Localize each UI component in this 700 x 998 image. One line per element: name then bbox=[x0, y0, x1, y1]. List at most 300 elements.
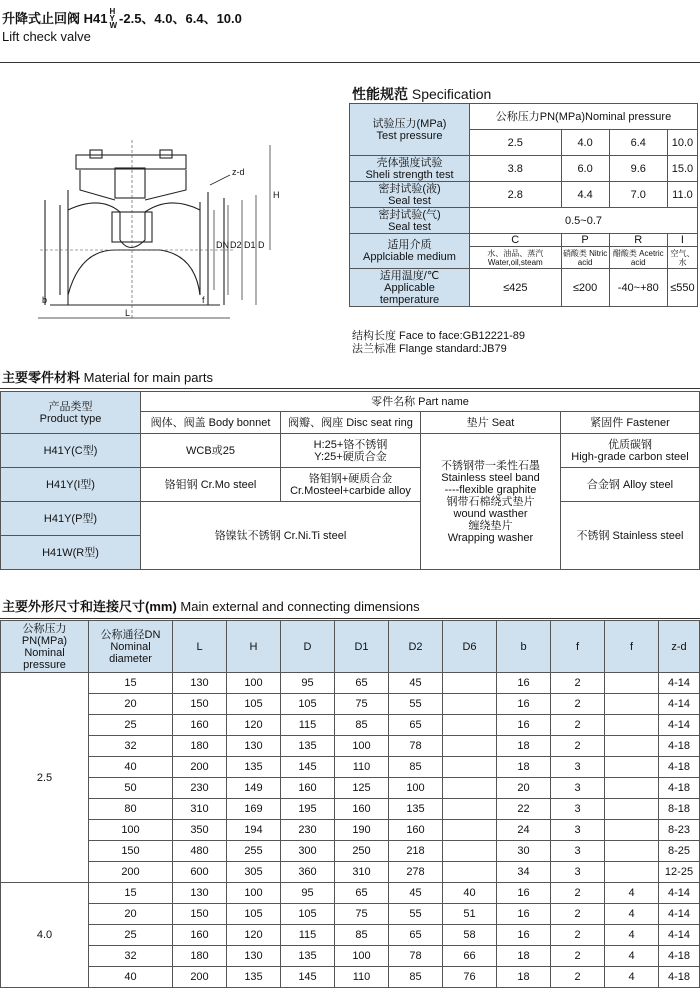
dim-cell: 4 bbox=[605, 883, 659, 904]
spec-medium-code: P bbox=[561, 234, 609, 247]
dim-cell: 480 bbox=[173, 841, 227, 862]
dim-cell bbox=[605, 715, 659, 736]
mat-product-type-header bbox=[1, 392, 141, 434]
dim-cell: 4-18 bbox=[659, 736, 700, 757]
mat-line: Wrapping washer bbox=[447, 531, 534, 544]
dim-cell: 3 bbox=[551, 841, 605, 862]
dim-cell: 78 bbox=[389, 946, 443, 967]
spec-cell: 6.4 bbox=[609, 130, 667, 156]
spec-cell: -40~+80 bbox=[609, 269, 667, 307]
dim-cell: 65 bbox=[335, 883, 389, 904]
spec-medium-code: R bbox=[609, 234, 667, 247]
mat-line: 优质碳钢 bbox=[608, 438, 652, 451]
spec-temperature-label bbox=[350, 269, 470, 307]
spec-title-cn: 性能规范 bbox=[352, 86, 408, 102]
dim-cell: 4-18 bbox=[659, 778, 700, 799]
dimensions-title-cn: 主要外形尺寸和连接尺寸(mm) bbox=[2, 599, 177, 614]
table-row bbox=[1, 778, 700, 799]
dim-cell: 160 bbox=[173, 925, 227, 946]
dim-cell bbox=[443, 862, 497, 883]
dim-cell: 200 bbox=[89, 862, 173, 883]
dim-cell bbox=[605, 799, 659, 820]
dim-col-header: z-d bbox=[659, 621, 700, 673]
dim-cell: 200 bbox=[173, 967, 227, 988]
dim-cell bbox=[443, 778, 497, 799]
mat-type: H41Y(I型) bbox=[1, 468, 141, 502]
dim-cell: 360 bbox=[281, 862, 335, 883]
mat-part-name-header: 零件名称 Part name bbox=[141, 392, 700, 412]
spec-medium-label bbox=[350, 234, 470, 269]
dim-cell: 160 bbox=[281, 778, 335, 799]
mat-type: H41W(R型) bbox=[1, 536, 141, 570]
dim-cell: 130 bbox=[227, 736, 281, 757]
dim-cell: 110 bbox=[335, 967, 389, 988]
dim-cell: 3 bbox=[551, 757, 605, 778]
note-face-to-face: 结构长度 Face to face:GB12221-89 bbox=[352, 330, 526, 342]
dim-cell: 85 bbox=[389, 757, 443, 778]
label-d: D bbox=[258, 240, 265, 250]
dim-col-header: b bbox=[497, 621, 551, 673]
label-l: L bbox=[125, 308, 131, 318]
dim-cell bbox=[443, 715, 497, 736]
dim-cell: 100 bbox=[335, 736, 389, 757]
dim-cell: 125 bbox=[335, 778, 389, 799]
dim-cell: 80 bbox=[89, 799, 173, 820]
dim-header-line: PN(MPa) bbox=[21, 634, 68, 647]
leader-zd bbox=[210, 175, 230, 185]
body-upper bbox=[68, 203, 200, 248]
dimensions-divider bbox=[0, 618, 700, 619]
dim-cell: 300 bbox=[281, 841, 335, 862]
spec-cell: 9.6 bbox=[609, 156, 667, 182]
dim-cell: 8-25 bbox=[659, 841, 700, 862]
spec-cell: ≤550 bbox=[667, 269, 697, 307]
label-f: f bbox=[202, 295, 205, 305]
dim-cell: 40 bbox=[89, 967, 173, 988]
body-lower bbox=[68, 250, 200, 295]
dim-header-line: 公称通径DN bbox=[100, 628, 161, 641]
title-type-y: Y bbox=[109, 14, 115, 23]
dim-cell: 16 bbox=[497, 925, 551, 946]
dim-cell: 85 bbox=[335, 925, 389, 946]
dim-cell: 150 bbox=[173, 694, 227, 715]
mat-line: Cr.Mosteel+carbide alloy bbox=[290, 484, 411, 497]
table-row bbox=[1, 799, 700, 820]
dim-cell: 195 bbox=[281, 799, 335, 820]
dim-cell: 75 bbox=[335, 904, 389, 925]
dim-cell: 135 bbox=[227, 967, 281, 988]
dim-cell bbox=[443, 694, 497, 715]
dim-cell: 149 bbox=[227, 778, 281, 799]
mat-line: H:25+铬不锈钢 bbox=[313, 438, 388, 451]
dim-cell: 40 bbox=[89, 757, 173, 778]
spec-label-cn: 适用介质 bbox=[387, 239, 432, 251]
dim-col-header: H bbox=[227, 621, 281, 673]
dim-cell: 310 bbox=[335, 862, 389, 883]
dim-cell: 310 bbox=[173, 799, 227, 820]
dim-cell: 65 bbox=[335, 673, 389, 694]
dim-cell: 55 bbox=[389, 904, 443, 925]
bolt-right bbox=[160, 150, 172, 158]
mat-type: H41Y(C型) bbox=[1, 434, 141, 468]
bonnet-neck bbox=[115, 168, 145, 198]
dim-cell: 3 bbox=[551, 778, 605, 799]
mat-line: 铬钼钢+硬质合金 bbox=[308, 472, 393, 485]
dim-cell: 16 bbox=[497, 715, 551, 736]
label-d2: D2 bbox=[230, 240, 242, 250]
spec-label-en: Sheli strength test bbox=[365, 168, 454, 181]
dim-header-line: 公称压力 bbox=[22, 622, 67, 635]
spec-label-en: Seal test bbox=[388, 220, 431, 233]
dim-cell: 190 bbox=[335, 820, 389, 841]
table-row bbox=[1, 862, 700, 883]
spec-cell: 15.0 bbox=[667, 156, 697, 182]
spec-medium-name: 醋酸类 Acetric acid bbox=[609, 247, 667, 269]
spec-title bbox=[352, 84, 491, 104]
dim-cell: 40 bbox=[443, 883, 497, 904]
dim-cell bbox=[443, 799, 497, 820]
dim-col-header: L bbox=[173, 621, 227, 673]
table-row bbox=[1, 673, 700, 694]
dim-cell: 78 bbox=[389, 736, 443, 757]
table-row bbox=[1, 904, 700, 925]
dim-cell: 3 bbox=[551, 862, 605, 883]
label-b: b bbox=[42, 295, 48, 305]
dim-cell: 145 bbox=[281, 967, 335, 988]
spec-table bbox=[349, 103, 698, 307]
dim-cell: 76 bbox=[443, 967, 497, 988]
dimensions-body bbox=[1, 673, 700, 988]
dim-cell: 24 bbox=[497, 820, 551, 841]
dim-cell: 95 bbox=[281, 883, 335, 904]
dim-pn-cell: 4.0 bbox=[1, 883, 89, 988]
dim-cell: 65 bbox=[389, 925, 443, 946]
dim-cell: 105 bbox=[281, 694, 335, 715]
dim-cell: 8-23 bbox=[659, 820, 700, 841]
dim-cell: 8-18 bbox=[659, 799, 700, 820]
spec-cell: 2.5 bbox=[470, 130, 562, 156]
spec-np-header: 公称压力PN(MPa)Nominal pressure bbox=[470, 104, 698, 130]
dim-cell: 51 bbox=[443, 904, 497, 925]
table-row bbox=[1, 757, 700, 778]
dim-cell bbox=[605, 673, 659, 694]
valve-drawing bbox=[20, 130, 290, 325]
dim-cell: 2 bbox=[551, 694, 605, 715]
dim-cell: 160 bbox=[335, 799, 389, 820]
dim-cell bbox=[605, 778, 659, 799]
spec-cell: 7.0 bbox=[609, 182, 667, 208]
spec-label-cn: 壳体强度试验 bbox=[376, 156, 443, 169]
dim-cell: 65 bbox=[389, 715, 443, 736]
spec-label-en: Applicable bbox=[384, 281, 435, 294]
dim-cell: 160 bbox=[389, 820, 443, 841]
dim-cell: 2 bbox=[551, 904, 605, 925]
dim-cell: 130 bbox=[173, 673, 227, 694]
dim-header-line: Nominal bbox=[110, 640, 151, 653]
mat-cell bbox=[561, 434, 700, 468]
dim-cell: 32 bbox=[89, 946, 173, 967]
dimensions-title-en: Main external and connecting dimensions bbox=[180, 599, 420, 614]
spec-label-cn: 试验压力(MPa) bbox=[372, 117, 447, 130]
dim-cell: 34 bbox=[497, 862, 551, 883]
dim-cell: 100 bbox=[335, 946, 389, 967]
mat-line: Stainless steel band bbox=[441, 471, 540, 484]
table-row bbox=[1, 736, 700, 757]
title-suffix: -2.5、4.0、6.4、10.0 bbox=[119, 10, 242, 26]
dim-cell: 2 bbox=[551, 925, 605, 946]
dim-cell: 130 bbox=[227, 946, 281, 967]
spec-cell: 2.8 bbox=[470, 182, 562, 208]
title-type-stack bbox=[109, 8, 117, 29]
dim-cell: 230 bbox=[281, 820, 335, 841]
dim-cell: 45 bbox=[389, 883, 443, 904]
dim-cell: 135 bbox=[281, 946, 335, 967]
dim-cell: 105 bbox=[227, 694, 281, 715]
dim-cell: 4-14 bbox=[659, 715, 700, 736]
dim-cell: 16 bbox=[497, 673, 551, 694]
spec-seal-liquid-label bbox=[350, 182, 470, 208]
left-flange bbox=[45, 190, 68, 305]
dim-cell: 180 bbox=[173, 736, 227, 757]
dim-cell bbox=[605, 820, 659, 841]
spec-cell: 3.8 bbox=[470, 156, 562, 182]
dim-cell: 30 bbox=[497, 841, 551, 862]
table-row bbox=[1, 925, 700, 946]
spec-seal-gas-label bbox=[350, 208, 470, 234]
label-zd: z-d bbox=[232, 167, 245, 177]
mat-header-en: Product type bbox=[39, 412, 102, 425]
mat-cell: 不锈钢 Stainless steel bbox=[561, 502, 700, 570]
dim-cell: 350 bbox=[173, 820, 227, 841]
spec-cell: 6.0 bbox=[561, 156, 609, 182]
dim-cell: 50 bbox=[89, 778, 173, 799]
page-title bbox=[2, 8, 242, 29]
dim-cell: 100 bbox=[389, 778, 443, 799]
spec-cell: 0.5~0.7 bbox=[470, 208, 698, 234]
spec-label-en: Applciable medium bbox=[363, 251, 456, 263]
dim-cell: 600 bbox=[173, 862, 227, 883]
spec-shell-label bbox=[350, 156, 470, 182]
dim-cell: 12-25 bbox=[659, 862, 700, 883]
dim-cell: 15 bbox=[89, 883, 173, 904]
dim-header-line: pressure bbox=[23, 658, 66, 671]
mat-col-header: 紧固件 Fastener bbox=[561, 412, 700, 434]
materials-title-cn: 主要零件材料 bbox=[2, 370, 81, 385]
mat-line: ----flexible graphite bbox=[444, 483, 537, 496]
dim-cell: 305 bbox=[227, 862, 281, 883]
dim-cell: 2 bbox=[551, 883, 605, 904]
dim-cell: 66 bbox=[443, 946, 497, 967]
dim-cell bbox=[443, 820, 497, 841]
dim-cell: 194 bbox=[227, 820, 281, 841]
dim-cell: 18 bbox=[497, 967, 551, 988]
mat-line: High-grade carbon steel bbox=[571, 450, 689, 463]
spec-test-pressure-label bbox=[350, 104, 470, 156]
dim-cell: 25 bbox=[89, 925, 173, 946]
dim-cell: 218 bbox=[389, 841, 443, 862]
dim-cell bbox=[443, 736, 497, 757]
dim-cell: 120 bbox=[227, 715, 281, 736]
mat-col-header: 阀体、阀盖 Body bonnet bbox=[141, 412, 281, 434]
mat-line: 不锈钢带一柔性石墨 bbox=[441, 459, 540, 472]
dim-col-header: D1 bbox=[335, 621, 389, 673]
spec-label-cn: 密封试验(液) bbox=[378, 182, 441, 195]
spec-label-en: Seal test bbox=[388, 194, 431, 207]
mat-cell bbox=[281, 434, 421, 468]
note-flange-standard: 法兰标准 Flange standard:JB79 bbox=[352, 343, 507, 355]
table-row bbox=[1, 694, 700, 715]
dim-cell: 15 bbox=[89, 673, 173, 694]
dim-cell: 3 bbox=[551, 799, 605, 820]
dim-col-header: f bbox=[605, 621, 659, 673]
label-d1: D1 bbox=[244, 240, 256, 250]
dim-cell: 55 bbox=[389, 694, 443, 715]
header-divider bbox=[0, 62, 700, 63]
label-h: H bbox=[273, 190, 280, 200]
mat-seat-cell bbox=[421, 434, 561, 570]
table-row bbox=[1, 715, 700, 736]
dim-cell: 16 bbox=[497, 883, 551, 904]
mat-cell: 铬镍钛不锈钢 Cr.Ni.Ti steel bbox=[141, 502, 421, 570]
dim-col-header: D2 bbox=[389, 621, 443, 673]
dim-cell: 278 bbox=[389, 862, 443, 883]
mat-cell: 合金钢 Alloy steel bbox=[561, 468, 700, 502]
dim-cell: 150 bbox=[89, 841, 173, 862]
spec-title-en: Specification bbox=[411, 86, 492, 102]
dim-cell bbox=[443, 757, 497, 778]
dim-cell: 135 bbox=[227, 757, 281, 778]
dim-cell: 4 bbox=[605, 946, 659, 967]
materials-title bbox=[2, 370, 213, 386]
dim-cell: 18 bbox=[497, 757, 551, 778]
dim-cell: 2 bbox=[551, 946, 605, 967]
page-header bbox=[2, 8, 242, 45]
spec-cell: 11.0 bbox=[667, 182, 697, 208]
dim-cell: 120 bbox=[227, 925, 281, 946]
dimensions-title bbox=[2, 599, 420, 615]
dim-cell: 16 bbox=[497, 904, 551, 925]
dim-cell: 20 bbox=[89, 694, 173, 715]
dim-pn-cell: 2.5 bbox=[1, 673, 89, 883]
dim-cell: 115 bbox=[281, 925, 335, 946]
spec-label-cn: 适用温度/℃ bbox=[379, 269, 440, 282]
dim-cell: 4-14 bbox=[659, 694, 700, 715]
dim-cell: 45 bbox=[389, 673, 443, 694]
dim-cell: 180 bbox=[173, 946, 227, 967]
mat-cell: WCB或25 bbox=[141, 434, 281, 468]
dim-cell: 58 bbox=[443, 925, 497, 946]
bonnet-sides bbox=[80, 170, 186, 200]
spec-label-cn: 密封试验(气) bbox=[378, 208, 441, 221]
dim-cell: 250 bbox=[335, 841, 389, 862]
dim-cell: 230 bbox=[173, 778, 227, 799]
dim-cell: 32 bbox=[89, 736, 173, 757]
dim-cell: 130 bbox=[173, 883, 227, 904]
page-subtitle: Lift check valve bbox=[2, 29, 91, 44]
dim-cell: 95 bbox=[281, 673, 335, 694]
table-row bbox=[1, 883, 700, 904]
dim-cell: 20 bbox=[497, 778, 551, 799]
materials-divider bbox=[0, 388, 700, 389]
dim-cell: 4-14 bbox=[659, 925, 700, 946]
materials-title-en: Material for main parts bbox=[83, 370, 213, 385]
spec-medium-code: C bbox=[470, 234, 562, 247]
spec-medium-name: 空气、水 bbox=[667, 247, 697, 269]
dim-col-header: f bbox=[551, 621, 605, 673]
dim-cell: 4 bbox=[605, 904, 659, 925]
mat-line: Y:25+硬质合金 bbox=[314, 450, 387, 463]
dim-cell: 2 bbox=[551, 736, 605, 757]
table-row bbox=[1, 841, 700, 862]
spec-cell: 4.0 bbox=[561, 130, 609, 156]
dim-cell: 135 bbox=[281, 736, 335, 757]
dim-cell: 2 bbox=[551, 967, 605, 988]
table-row bbox=[1, 820, 700, 841]
label-dn: DN bbox=[216, 240, 229, 250]
dim-cell: 4-14 bbox=[659, 883, 700, 904]
mat-line: 缠绕垫片 bbox=[468, 519, 513, 532]
title-prefix: 升降式止回阀 H41 bbox=[2, 10, 108, 26]
spec-medium-name: 硝酸类 Nitric acid bbox=[562, 248, 608, 267]
dim-cell bbox=[605, 862, 659, 883]
spec-cell: 4.4 bbox=[561, 182, 609, 208]
dim-cell: 115 bbox=[281, 715, 335, 736]
dim-cell: 2 bbox=[551, 715, 605, 736]
dimensions-table bbox=[0, 620, 700, 988]
dim-cell: 200 bbox=[173, 757, 227, 778]
bonnet-top bbox=[76, 155, 186, 169]
spec-medium-name: 水、油品、蒸汽 Water,oil,steam bbox=[470, 247, 562, 269]
table-row bbox=[1, 946, 700, 967]
dim-cell: 2 bbox=[551, 673, 605, 694]
dim-cell: 85 bbox=[389, 967, 443, 988]
dim-header-dn bbox=[89, 621, 173, 673]
dim-col-header: D bbox=[281, 621, 335, 673]
dim-header-np bbox=[1, 621, 89, 673]
dim-cell: 75 bbox=[335, 694, 389, 715]
mat-header-cn: 产品类型 bbox=[48, 400, 93, 413]
mat-type: H41Y(P型) bbox=[1, 502, 141, 536]
dim-cell: 105 bbox=[281, 904, 335, 925]
dim-cell bbox=[605, 694, 659, 715]
dim-cell: 110 bbox=[335, 757, 389, 778]
dim-cell: 25 bbox=[89, 715, 173, 736]
dim-col-header: D6 bbox=[443, 621, 497, 673]
title-type-w: W bbox=[109, 21, 118, 30]
dim-cell: 105 bbox=[227, 904, 281, 925]
dim-cell: 135 bbox=[389, 799, 443, 820]
spec-label-en: Test pressure bbox=[376, 129, 443, 142]
dim-cell: 18 bbox=[497, 946, 551, 967]
dim-cell: 3 bbox=[551, 820, 605, 841]
spec-cell: ≤425 bbox=[470, 269, 562, 307]
dim-cell: 145 bbox=[281, 757, 335, 778]
dim-cell bbox=[605, 757, 659, 778]
dim-cell: 20 bbox=[89, 904, 173, 925]
dim-cell: 18 bbox=[497, 736, 551, 757]
dim-cell bbox=[605, 736, 659, 757]
spec-medium-code: I bbox=[667, 234, 697, 247]
mat-line: 钢带石棉绕式垫片 bbox=[446, 495, 535, 508]
dim-cell: 150 bbox=[173, 904, 227, 925]
dim-cell: 4-18 bbox=[659, 757, 700, 778]
title-type-h: H bbox=[109, 7, 116, 16]
dim-cell: 4 bbox=[605, 925, 659, 946]
dim-cell: 4-18 bbox=[659, 967, 700, 988]
dim-cell: 4-14 bbox=[659, 904, 700, 925]
mat-cell bbox=[281, 468, 421, 502]
dim-cell: 85 bbox=[335, 715, 389, 736]
